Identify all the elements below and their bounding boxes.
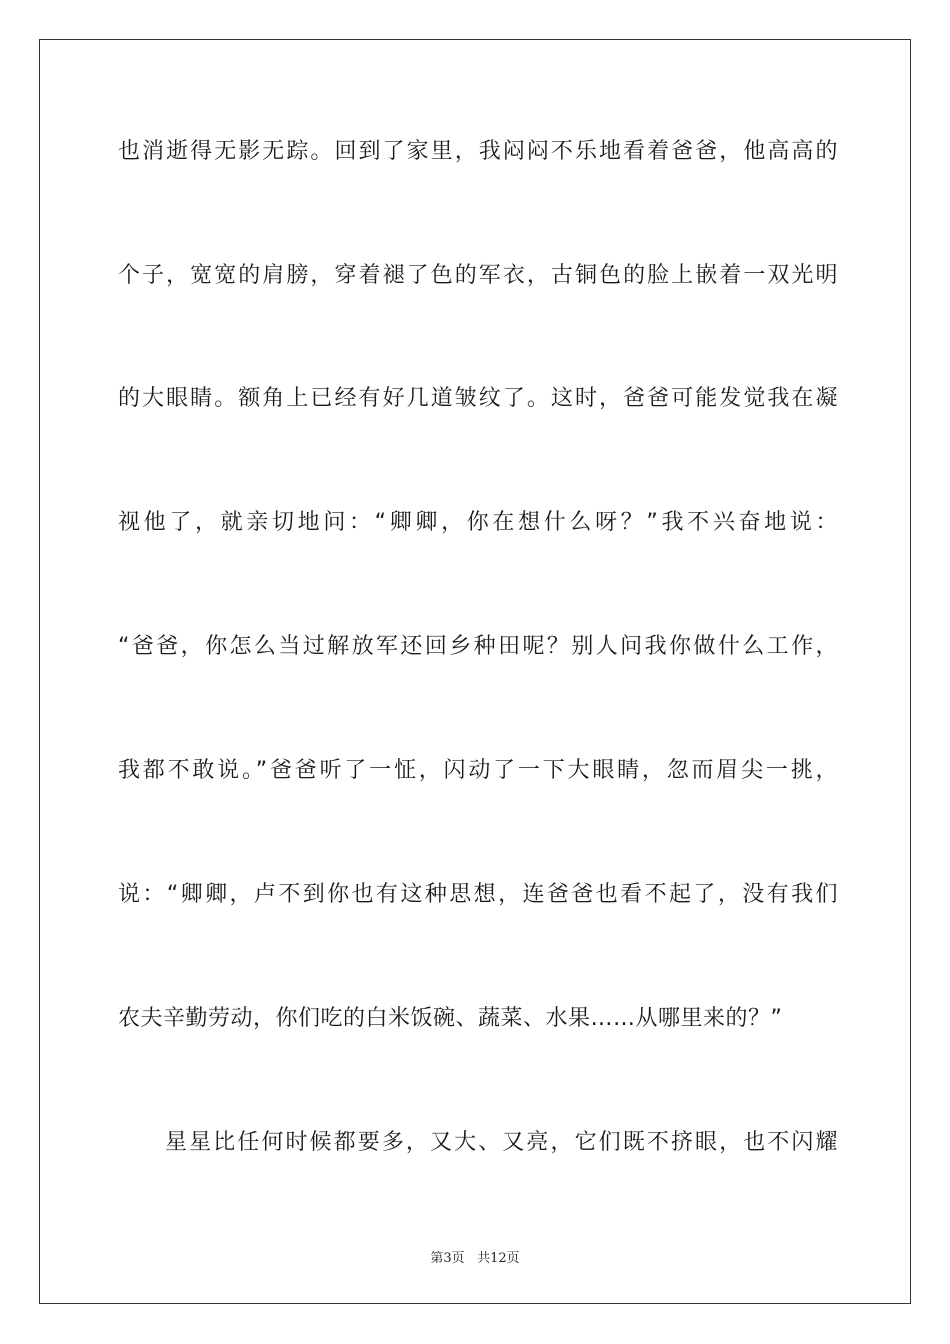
page-footer xyxy=(0,1247,950,1266)
page-frame xyxy=(39,39,911,1304)
paragraph-line-2: 个子，宽宽的肩膀，穿着褪了色的军衣，古铜色的脸上嵌着一双光明 xyxy=(118,263,838,288)
paragraph-line-6: 我都不敢说。”爸爸听了一怔，闪动了一下大眼睛，忽而眉尖一挑， xyxy=(118,758,838,783)
paragraph-line-1: 也消逝得无影无踪。回到了家里，我闷闷不乐地看着爸爸，他高高的 xyxy=(118,139,838,164)
paragraph-line-9: 星星比任何时候都要多，又大、又亮，它们既不挤眼，也不闪耀 xyxy=(165,1130,838,1155)
paragraph-line-7: 说：“卿卿，卢不到你也有这种思想，连爸爸也看不起了，没有我们 xyxy=(118,882,838,907)
page-number: 第3页 xyxy=(430,1251,465,1266)
paragraph-line-4: 视他了，就亲切地问：“卿卿，你在想什么呀？”我不兴奋地说： xyxy=(118,510,838,535)
paragraph-line-5: “爸爸，你怎么当过解放军还回乡种田呢？别人问我你做什么工作， xyxy=(118,634,838,659)
paragraph-line-8: 农夫辛勤劳动，你们吃的白米饭碗、蔬菜、水果……从哪里来的？” xyxy=(118,1006,783,1031)
page-total: 共12页 xyxy=(477,1251,520,1266)
paragraph-line-3: 的大眼睛。额角上已经有好几道皱纹了。这时，爸爸可能发觉我在凝 xyxy=(118,386,838,411)
